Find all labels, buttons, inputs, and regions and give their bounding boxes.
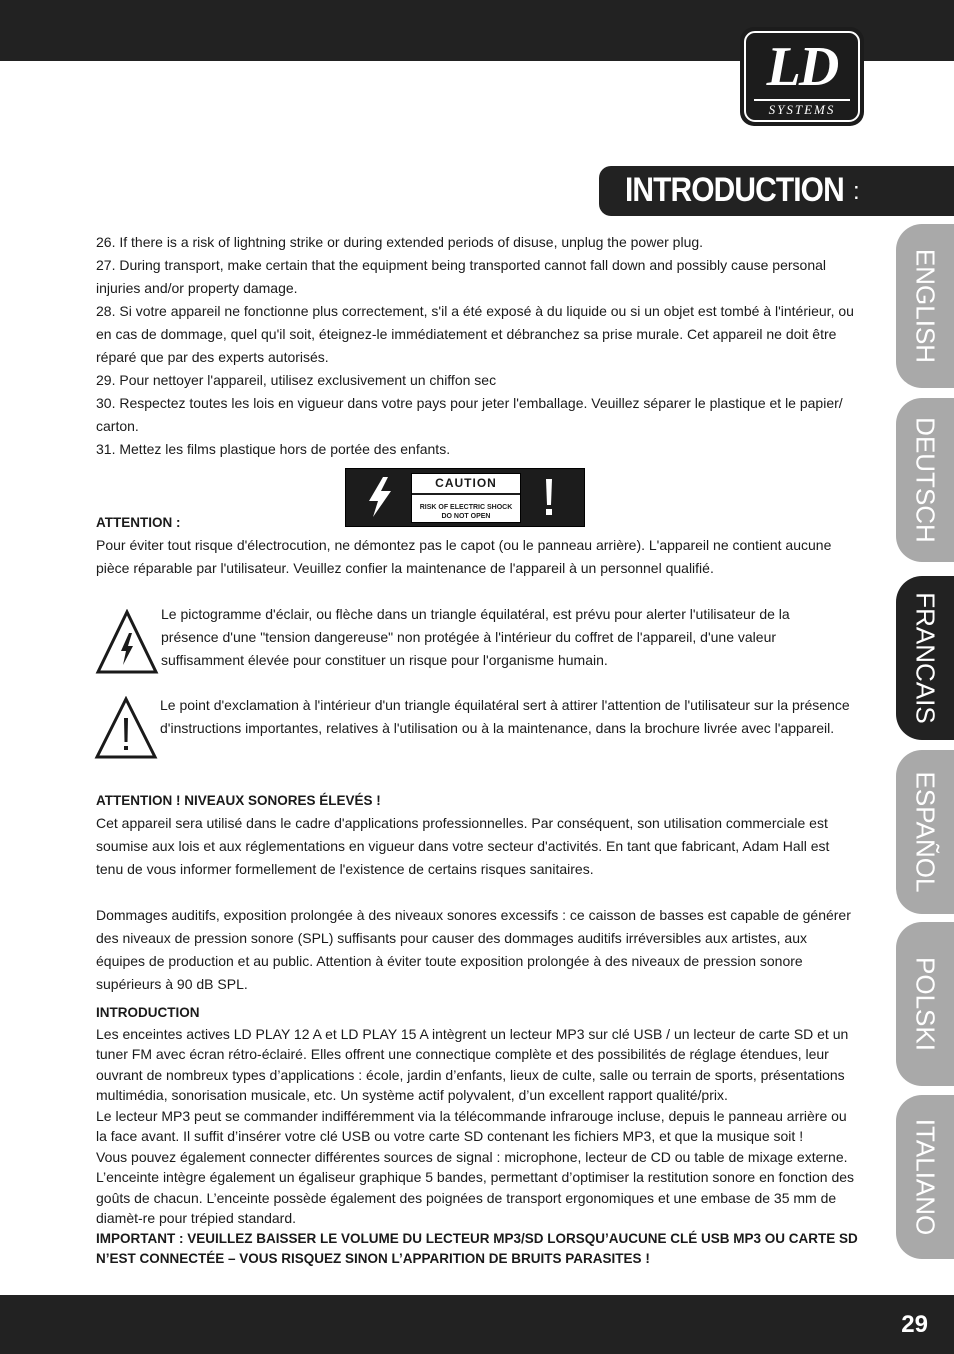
list-item: 29. Pour nettoyer l'appareil, utilisez exclusivement un chiffon sec	[96, 372, 497, 388]
list-item: 26. If there is a risk of lightning strike or during extended periods of disuse, unplug the power plug.	[96, 234, 704, 250]
tab-francais[interactable]	[896, 576, 954, 740]
section-title-banner	[599, 166, 954, 216]
logo-main-text: LD	[766, 36, 838, 98]
introduction-paragraph: L’enceinte intègre également un égaliseur graphique 5 bandes, permettant d’optimiser la restitution sonore en fonction des goûts de chacun. L’enceinte possède également des poignées de transport ergonomiques et une embase de 35 mm de diamèt-re pour trépied standard.	[96, 1169, 855, 1226]
list-item: 31. Mettez les films plastique hors de portée des enfants.	[96, 441, 451, 457]
tab-espanol-label: ESPAÑOL	[910, 771, 941, 893]
exclamation-triangle-icon	[94, 696, 158, 760]
ld-systems-logo	[740, 27, 864, 126]
footer-bar	[0, 1295, 954, 1354]
important-notice: IMPORTANT : VEUILLEZ BAISSER LE VOLUME DU LECTEUR MP3/SD LORSQU’AUCUNE CLÉ USB MP3 OU CARTE SD N’EST CONNECTÉE – VOUS RISQUEZ SINON L’APPARITION DE BRUITS PARASITES !	[96, 1230, 858, 1266]
exclamation-text: Le point d'exclamation à l'intérieur d'un triangle équilatéral sert à attirer l'attention de l'utilisateur sur la présence d'instructions importantes, relatives à l'utilisation ou à la maintenance, dans la brochure livrée avec l'appareil.	[160, 697, 850, 736]
page-title: INTRODUCTION	[625, 171, 844, 209]
logo-frame	[744, 31, 860, 122]
logo-sub-text: SYSTEMS	[754, 99, 850, 118]
lightning-triangle-icon	[95, 609, 159, 675]
tab-espanol[interactable]	[896, 750, 954, 914]
attention-section	[96, 511, 858, 580]
tab-english[interactable]	[896, 224, 954, 388]
caution-title: CAUTION	[412, 476, 520, 495]
sound-levels-heading: ATTENTION ! NIVEAUX SONORES ÉLEVÉS !	[96, 793, 381, 808]
list-item: 30. Respectez toutes les lois en vigueur dans votre pays pour jeter l'emballage. Veuillez séparer le plastique et le papier/ carton.	[96, 395, 843, 434]
list-item: 28. Si votre appareil ne fonctionne plus correctement, s'il a été exposé à du liquide ou si un objet est tombé à l'intérieur, ou en cas de dommage, quel qu'il soit, éteignez-le immédiatement et débranchez sa prise murale. Cet appareil ne doit être réparé que par des experts autorisés.	[96, 303, 854, 365]
tab-polski[interactable]	[896, 922, 954, 1086]
introduction-paragraph: Le lecteur MP3 peut se commander indifféremment via la télécommande infrarouge incluse, depuis le panneau arrière ou la face avant. Il suffit d’insérer votre clé USB ou votre carte SD contenant les fichiers MP3, et que la musique soit !	[96, 1107, 847, 1144]
introduction-paragraph: Les enceintes actives LD PLAY 12 A et LD PLAY 15 A intègrent un lecteur MP3 sur clé USB / un lecteur de carte SD et un tuner FM avec écran rétro-éclairé. Elles offrent une connectique complète et des possibilités de réglage étendues, leur ouvrant de nombreux types d’applications : école, jardin d’enfants, lieux de culte, salle ou terrain de sports, présentations multimédia, sonorisation musicale, etc. Un système actif polyvalent, d’un excellent rapport qualité/prix.	[96, 1025, 849, 1103]
safety-items	[96, 231, 858, 461]
caution-line-1: RISK OF ELECTRIC SHOCK	[419, 504, 513, 511]
tab-italiano[interactable]	[896, 1095, 954, 1259]
sound-levels-paragraph: Dommages auditifs, exposition prolongée à des niveaux sonores excessifs : ce caisson de basses est capable de générer des niveaux de pression sonore (SPL) suffisants pour causer des dommages auditifs irréversibles aux artistes, aux équipes de production et au public. Attention à éviter toute exposition prolongée à des niveaux de pression sonore supérieurs à 90 dB SPL.	[96, 907, 851, 992]
tab-italiano-label: ITALIANO	[910, 1118, 941, 1236]
sound-levels-paragraph: Cet appareil sera utilisé dans le cadre d'applications professionnelles. Par conséquent, son utilisation commerciale est soumise aux lois et aux réglementations en vigueur dans votre secteur d'activités. En tant que fabricant, Adam Hall est tenu de vous informer formellement de l'existence de certains risques sanitaires.	[96, 815, 830, 877]
tab-polski-label: POLSKI	[910, 957, 941, 1051]
tab-francais-label: FRANCAIS	[910, 592, 941, 724]
introduction-section	[96, 1003, 858, 1270]
sound-levels-section	[96, 789, 858, 996]
exclamation-explanation	[160, 694, 852, 740]
caution-line-2: DO NOT OPEN	[441, 513, 491, 520]
list-item: 27. During transport, make certain that the equipment being transported cannot fall down and possibly cause personal injuries and/or property damage.	[96, 257, 826, 296]
attention-text: Pour éviter tout risque d'électrocution, ne démontez pas le capot (ou le panneau arrière). L'appareil ne contient aucune pièce réparable par l'utilisateur. Veuillez confier la maintenance de l'appareil à un personnel qualifié.	[96, 537, 832, 576]
lightning-explanation	[161, 603, 851, 672]
tab-deutsch[interactable]	[896, 398, 954, 562]
lightning-text: Le pictogramme d'éclair, ou flèche dans un triangle équilatéral, est prévu pour alerter l'utilisateur de la présence d'une "tension dangereuse" non protégée à l'intérieur du coffret de l'appareil, d'une valeur suffisamment élevée pour constituer un risque pour l'organisme humain.	[161, 606, 790, 668]
attention-heading: ATTENTION :	[96, 515, 181, 530]
page-title-colon: :	[853, 178, 860, 205]
tab-deutsch-label: DEUTSCH	[910, 417, 941, 543]
introduction-paragraph: Vous pouvez également connecter différentes sources de signal : microphone, lecteur de CD ou table de mixage externe.	[96, 1148, 848, 1165]
page-number: 29	[901, 1311, 928, 1338]
introduction-heading: INTRODUCTION	[96, 1005, 200, 1020]
tab-english-label: ENGLISH	[910, 248, 941, 364]
